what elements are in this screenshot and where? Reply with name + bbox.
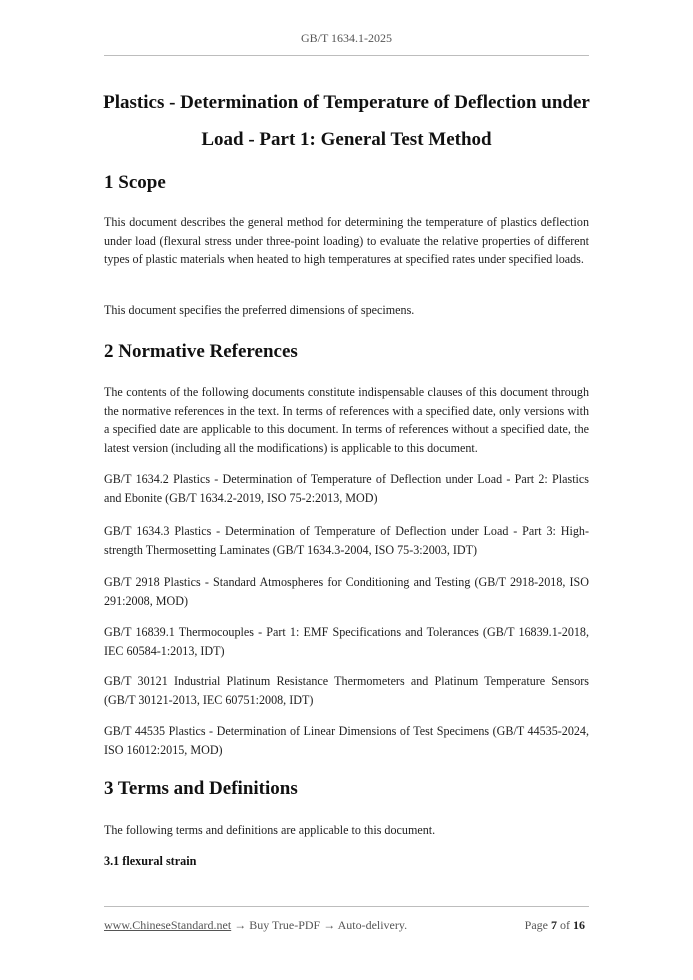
page-footer xyxy=(104,918,589,933)
normative-references-intro: The contents of the following documents constitute indispensable clauses of this document through the normative references in the text. In terms of references with a specified date, only versions with a specified date are applicable to this document. In terms of references without a specified date, the latest version (including all the modifications) is applicable to this document. xyxy=(104,385,589,455)
header-divider xyxy=(104,55,589,56)
reference-item: GB/T 2918 Plastics - Standard Atmospheres for Conditioning and Testing (GB/T 2918-2018, ISO 291:2008, MOD) xyxy=(104,575,589,608)
terms-intro: The following terms and definitions are applicable to this document. xyxy=(104,823,436,837)
reference-item: GB/T 1634.2 Plastics - Determination of Temperature of Deflection under Load - Part 2: Plastics and Ebonite (GB/T 1634.2-2019, ISO 75-2:2013, MOD) xyxy=(104,472,589,505)
subsection-heading-flexural-strain: 3.1 flexural strain xyxy=(104,854,197,868)
footer-promo-text: → Buy True-PDF → Auto-delivery. xyxy=(231,918,408,932)
scope-paragraph-1: This document describes the general method for determining the temperature of plastics deflection under load (flexural stress under three-point loading) to evaluate the relative properties of different types of plastic materials when heated to high temperatures at specified rates under specified loads. xyxy=(104,215,589,266)
page-label: Page xyxy=(524,918,548,932)
document-title xyxy=(80,84,613,158)
current-page: 7 xyxy=(551,918,557,932)
reference-item: GB/T 1634.3 Plastics - Determination of Temperature of Deflection under Load - Part 3: High-strength Thermosetting Laminates (GB/T 1634.3-2004, ISO 75-3:2003, IDT) xyxy=(104,524,589,557)
title-line-1: Plastics - Determination of Temperature of Deflection under xyxy=(103,92,590,113)
footer-divider xyxy=(104,906,589,907)
section-heading-terms: 3 Terms and Definitions xyxy=(104,778,298,799)
reference-item: GB/T 16839.1 Thermocouples - Part 1: EMF Specifications and Tolerances (GB/T 16839.1-2018, IEC 60584-1:2013, IDT) xyxy=(104,625,589,658)
reference-item: GB/T 44535 Plastics - Determination of Linear Dimensions of Test Specimens (GB/T 44535-2024, ISO 16012:2015, MOD) xyxy=(104,724,589,757)
of-label: of xyxy=(560,918,570,932)
section-heading-normative-references: 2 Normative References xyxy=(104,341,298,362)
page-header: GB/T 1634.1-2025 xyxy=(300,31,393,45)
page-number xyxy=(525,918,585,933)
title-line-2: Load - Part 1: General Test Method xyxy=(201,129,492,150)
website-link[interactable]: www.ChineseStandard.net xyxy=(104,918,232,932)
total-pages: 16 xyxy=(573,918,585,932)
reference-item: GB/T 30121 Industrial Platinum Resistance Thermometers and Platinum Temperature Sensors (GB/T 30121-2013, IEC 60751:2008, IDT) xyxy=(104,674,589,707)
section-heading-scope: 1 Scope xyxy=(104,172,166,193)
scope-paragraph-2: This document specifies the preferred dimensions of specimens. xyxy=(104,303,415,317)
